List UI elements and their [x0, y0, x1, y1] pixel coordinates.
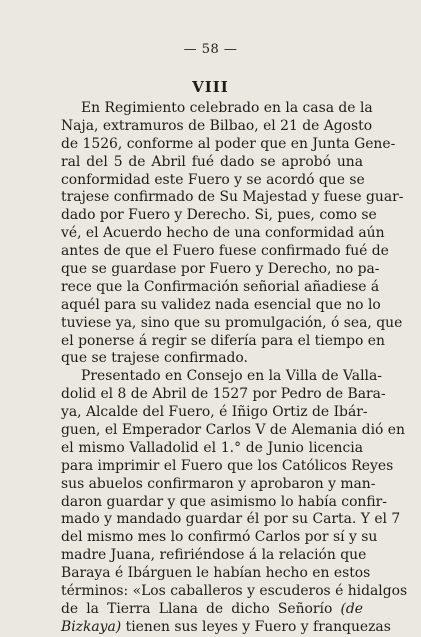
text-line: guen, el Emperador Carlos V de Alemania dió en: [61, 422, 405, 439]
text-line: En Regimiento celebrado en la casa de la: [81, 100, 373, 116]
text-line: ral del 5 de Abril fué dado se aprobó una: [61, 153, 363, 170]
text-line: rece que la Confirmación señorial añadiese á: [61, 278, 380, 295]
text-line: daron guardar y que asimismo lo había confir-: [61, 493, 387, 510]
text-line: que se guardase por Fuero y Derecho, no pa-: [61, 261, 380, 278]
text-line: Baraya é Ibárguen le habían hecho en estos: [61, 565, 371, 582]
text-line: vé, el Acuerdo hecho de una conformidad aún: [61, 225, 385, 242]
text-line: para imprimir el Fuero que los Católicos Reyes: [61, 457, 394, 474]
text-line: ya, Alcalde del Fuero, é Iñigo Ortiz de Ibár-: [61, 404, 368, 421]
text-line: madre Juana, refiriéndose á la relación que: [61, 547, 367, 564]
text-line: aquél para su validez nada esencial que no lo: [61, 296, 381, 313]
text-line-italic: Bizkaya): [61, 618, 122, 635]
text-line: conformidad este Fuero y se acordó que se: [61, 171, 365, 188]
text-line-roman: de la Tierra Llana de dicho Señorío: [61, 600, 341, 617]
text-line-roman: tienen sus leyes y Fuero y franquezas: [121, 618, 391, 635]
text-line: dado por Fuero y Derecho. Si, pues, como se: [61, 207, 377, 224]
page-number: — 58 —: [183, 42, 238, 57]
text-line: Naja, extramuros de Bilbao, el 21 de Agosto: [61, 117, 373, 134]
text-line: mado y mandado guardar él por su Carta. Y el 7: [61, 511, 401, 528]
text-line: términos: «Los caballeros y escuderos é hidalgos: [61, 583, 408, 600]
text-line: trajese confirmado de Su Majestad y fuese guar-: [61, 189, 404, 206]
text-line: [61, 601, 363, 619]
text-line: antes de que el Fuero fuese confirmado fué de: [61, 243, 389, 260]
text-line: el mismo Valladolid el 1.° de Junio licencia: [61, 439, 363, 456]
text-line: Presentado en Consejo en la Villa de Valla-: [81, 368, 382, 385]
text-line: dolid el 8 de Abril de 1527 por Pedro de Bara-: [61, 386, 386, 403]
text-line: [61, 618, 391, 637]
text-line: sus abuelos confirmaron y aprobaron y man-: [61, 475, 376, 492]
text-line: tuviese ya, sino que su promulgación, ó sea, que: [61, 314, 403, 331]
text-line-italic: (de: [340, 600, 363, 617]
chapter-heading: VIII: [192, 78, 229, 96]
text-line: el ponerse á regir se difería para el tiempo en: [61, 332, 385, 349]
text-line: de 1526, conforme al poder que en Junta Gene-: [61, 135, 396, 152]
text-line: que se trajese confirmado.: [61, 350, 248, 367]
text-line: del mismo mes lo confirmó Carlos por sí y su: [61, 529, 378, 546]
body-text: [61, 100, 408, 637]
